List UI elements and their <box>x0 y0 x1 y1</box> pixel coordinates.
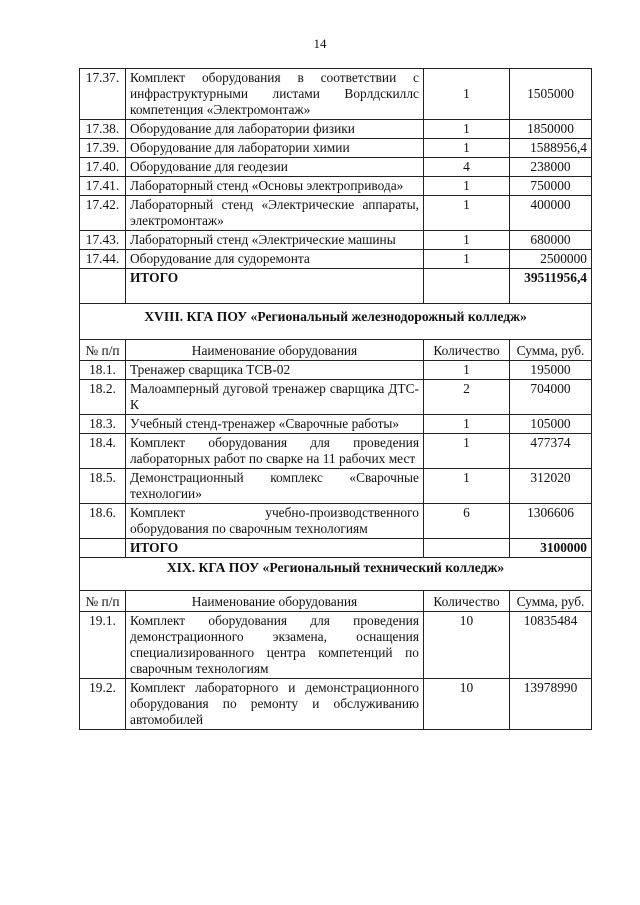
equipment-name: Демонстрационный комплекс «Сварочные технологии» <box>126 469 424 504</box>
equipment-name: Малоамперный дуговой тренажер сварщика ДТС-К <box>126 380 424 415</box>
header-number: № п/п <box>80 591 126 612</box>
row-number: 17.42. <box>80 196 126 231</box>
total-amount: 39511956,4 <box>510 269 592 304</box>
amount: 10835484 <box>510 612 592 679</box>
quantity: 1 <box>424 120 510 139</box>
row-number: 17.39. <box>80 139 126 158</box>
table-row <box>80 415 592 434</box>
equipment-name: Лабораторный стенд «Электрические аппараты, электромонтаж» <box>126 196 424 231</box>
table-row <box>80 250 592 269</box>
quantity: 1 <box>424 250 510 269</box>
equipment-name: Комплект оборудования для проведения лабораторных работ по сварке на 11 рабочих мест <box>126 434 424 469</box>
total-label: ИТОГО <box>126 269 424 304</box>
total-number-cell <box>80 539 126 558</box>
table-row <box>80 612 592 679</box>
row-number: 17.40. <box>80 158 126 177</box>
amount: 195000 <box>510 361 592 380</box>
amount: 105000 <box>510 415 592 434</box>
equipment-name: Комплект лабораторного и демонстрационного оборудования по ремонту и обслуживанию автомобилей <box>126 679 424 730</box>
total-row <box>80 269 592 304</box>
row-number: 17.37. <box>80 69 126 120</box>
quantity: 6 <box>424 504 510 539</box>
header-name: Наименование оборудования <box>126 340 424 361</box>
quantity: 1 <box>424 434 510 469</box>
header-amount: Сумма, руб. <box>510 340 592 361</box>
row-number: 17.41. <box>80 177 126 196</box>
row-number: 18.4. <box>80 434 126 469</box>
total-number-cell <box>80 269 126 304</box>
amount: 1306606 <box>510 504 592 539</box>
header-number: № п/п <box>80 340 126 361</box>
table-row <box>80 158 592 177</box>
equipment-name: Лабораторный стенд «Основы электропривода» <box>126 177 424 196</box>
table-row <box>80 380 592 415</box>
equipment-name: Лабораторный стенд «Электрические машины <box>126 231 424 250</box>
table-row <box>80 139 592 158</box>
amount: 1850000 <box>510 120 592 139</box>
quantity: 1 <box>424 69 510 120</box>
amount: 1588956,4 <box>510 139 592 158</box>
amount: 2500000 <box>510 250 592 269</box>
row-number: 18.2. <box>80 380 126 415</box>
equipment-name: Тренажер сварщика ТСВ-02 <box>126 361 424 380</box>
amount: 477374 <box>510 434 592 469</box>
equipment-name: Оборудование для лаборатории химии <box>126 139 424 158</box>
row-number: 17.43. <box>80 231 126 250</box>
table-row <box>80 361 592 380</box>
equipment-name: Оборудование для лаборатории физики <box>126 120 424 139</box>
quantity: 1 <box>424 231 510 250</box>
amount: 312020 <box>510 469 592 504</box>
table-row <box>80 69 592 120</box>
equipment-name: Оборудование для судоремонта <box>126 250 424 269</box>
equipment-table <box>79 68 592 730</box>
section-title: XIX. КГА ПОУ «Региональный технический колледж» <box>80 558 592 591</box>
total-quantity-cell <box>424 269 510 304</box>
quantity: 4 <box>424 158 510 177</box>
amount: 750000 <box>510 177 592 196</box>
quantity: 1 <box>424 139 510 158</box>
table-row <box>80 177 592 196</box>
row-number: 17.38. <box>80 120 126 139</box>
quantity: 1 <box>424 196 510 231</box>
total-amount: 3100000 <box>510 539 592 558</box>
total-row <box>80 539 592 558</box>
table-header-row <box>80 340 592 361</box>
quantity: 1 <box>424 415 510 434</box>
header-quantity: Количество <box>424 340 510 361</box>
equipment-name: Комплект учебно-производственного оборудования по сварочным технологиям <box>126 504 424 539</box>
quantity: 1 <box>424 469 510 504</box>
table-row <box>80 196 592 231</box>
table-row <box>80 469 592 504</box>
equipment-name: Комплект оборудования в соответствии с инфраструктурными листами Ворлдскиллс компетенция «Электромонтаж» <box>126 69 424 120</box>
quantity: 10 <box>424 679 510 730</box>
quantity: 2 <box>424 380 510 415</box>
table-row <box>80 434 592 469</box>
equipment-name: Комплект оборудования для проведения демонстрационного экзамена, оснащения специализированного центра компетенций по сварочным технологиям <box>126 612 424 679</box>
table-header-row <box>80 591 592 612</box>
row-number: 18.5. <box>80 469 126 504</box>
row-number: 18.6. <box>80 504 126 539</box>
amount: 238000 <box>510 158 592 177</box>
amount: 400000 <box>510 196 592 231</box>
table-row <box>80 504 592 539</box>
amount: 680000 <box>510 231 592 250</box>
total-label: ИТОГО <box>126 539 424 558</box>
table-row <box>80 231 592 250</box>
amount: 1505000 <box>510 69 592 120</box>
equipment-name: Учебный стенд-тренажер «Сварочные работы» <box>126 415 424 434</box>
quantity: 1 <box>424 361 510 380</box>
section-heading-row <box>80 304 592 340</box>
row-number: 19.2. <box>80 679 126 730</box>
table-row <box>80 679 592 730</box>
row-number: 17.44. <box>80 250 126 269</box>
section-title: XVIII. КГА ПОУ «Региональный железнодорожный колледж» <box>80 304 592 340</box>
header-name: Наименование оборудования <box>126 591 424 612</box>
row-number: 18.3. <box>80 415 126 434</box>
row-number: 19.1. <box>80 612 126 679</box>
amount: 704000 <box>510 380 592 415</box>
section-heading-row <box>80 558 592 591</box>
table-row <box>80 120 592 139</box>
equipment-name: Оборудование для геодезии <box>126 158 424 177</box>
quantity: 1 <box>424 177 510 196</box>
row-number: 18.1. <box>80 361 126 380</box>
page-number: 14 <box>313 36 327 51</box>
quantity: 10 <box>424 612 510 679</box>
total-quantity-cell <box>424 539 510 558</box>
header-amount: Сумма, руб. <box>510 591 592 612</box>
header-quantity: Количество <box>424 591 510 612</box>
amount: 13978990 <box>510 679 592 730</box>
